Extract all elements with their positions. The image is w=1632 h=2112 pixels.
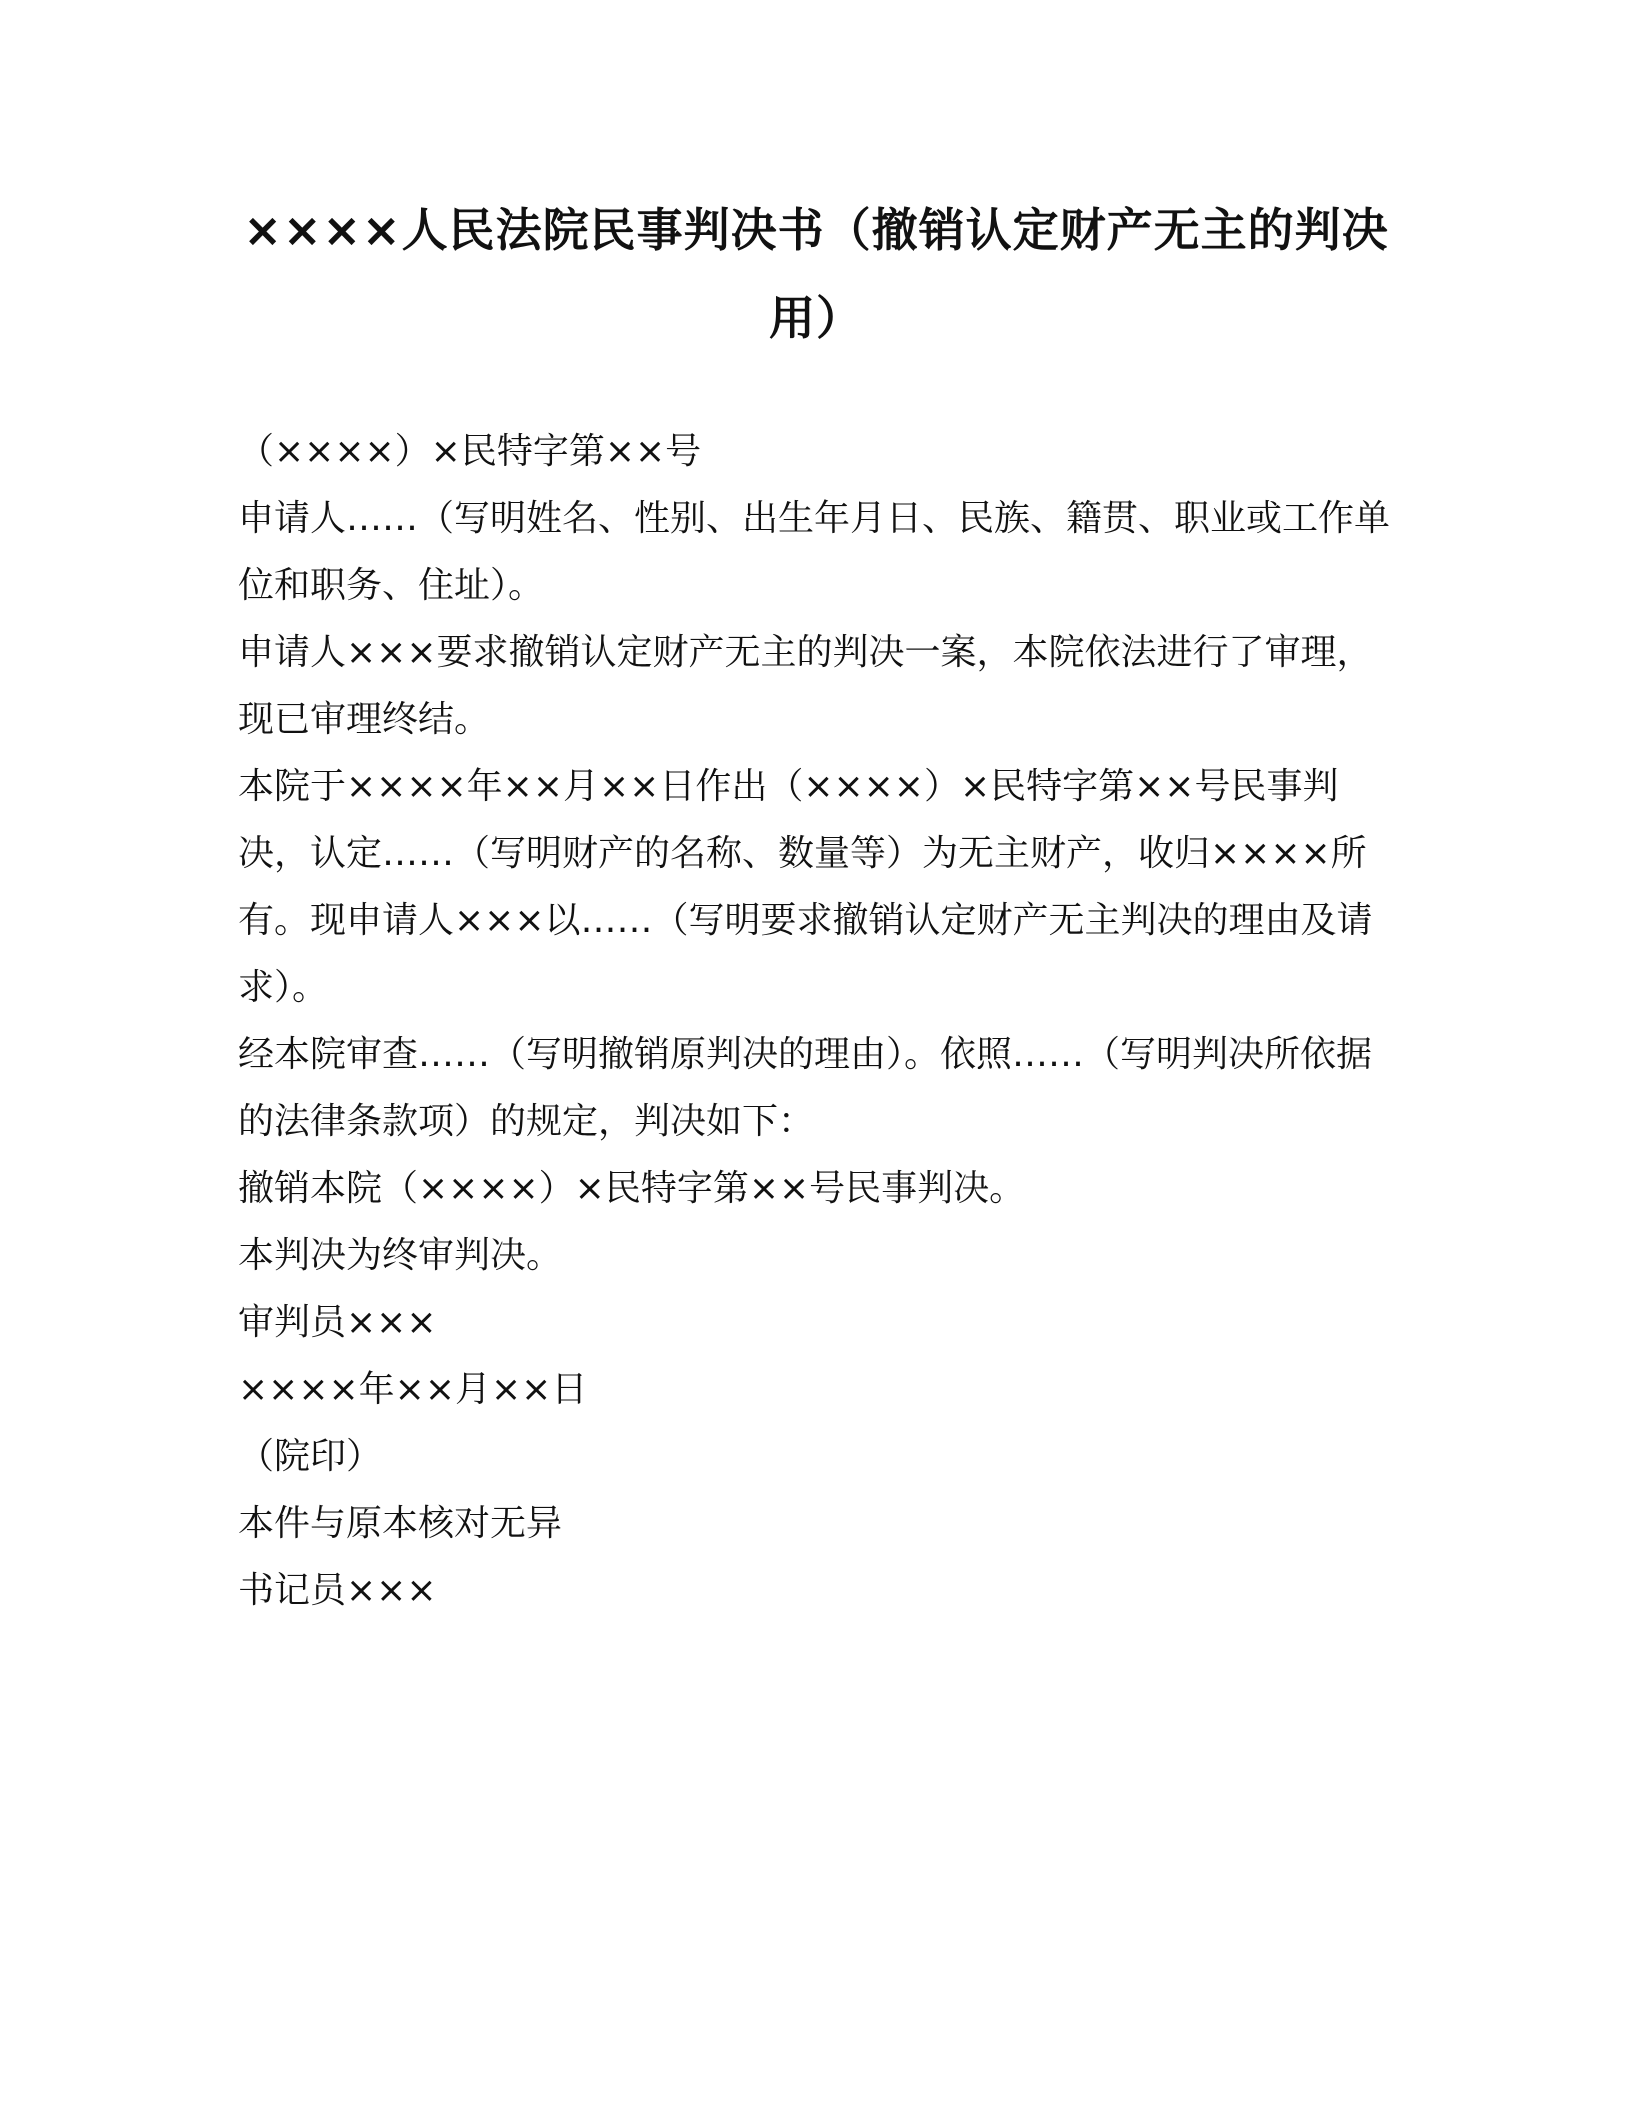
facts-paragraph: 本院于××××年××月××日作出（××××）×民特字第××号民事判决，认定……（写明财产的名称、数量等）为无主财产，收归××××所有。现申请人×××以……（写明要求撤销认定财产无主判决的理由及请求）。	[238, 766, 1373, 1008]
document-body	[238, 418, 1398, 1624]
judgment-paragraph: 撤销本院（××××）×民特字第××号民事判决。	[238, 1168, 1026, 1209]
court-seal: （院印）	[238, 1436, 383, 1477]
finality-statement: 本判决为终审判决。	[238, 1235, 563, 1276]
case-number: （××××）×民特字第××号	[238, 431, 702, 472]
document-title: ××××人民法院民事判决书（撤销认定财产无主的判决用）	[243, 203, 1389, 345]
clerk-signature: 书记员×××	[238, 1570, 437, 1611]
applicant-paragraph: 申请人……（写明姓名、性别、出生年月日、民族、籍贯、职业或工作单位和职务、住址）。	[238, 498, 1391, 606]
intro-paragraph: 申请人×××要求撤销认定财产无主的判决一案，本院依法进行了审理，现已审理终结。	[238, 632, 1373, 740]
judgment-date: ××××年××月××日	[238, 1369, 588, 1410]
judge-signature: 审判员×××	[238, 1302, 437, 1343]
verification-statement: 本件与原本核对无异	[238, 1503, 563, 1544]
reasoning-paragraph: 经本院审查……（写明撤销原判决的理由）。依照……（写明判决所依据的法律条款项）的规定，判决如下：	[238, 1034, 1373, 1142]
